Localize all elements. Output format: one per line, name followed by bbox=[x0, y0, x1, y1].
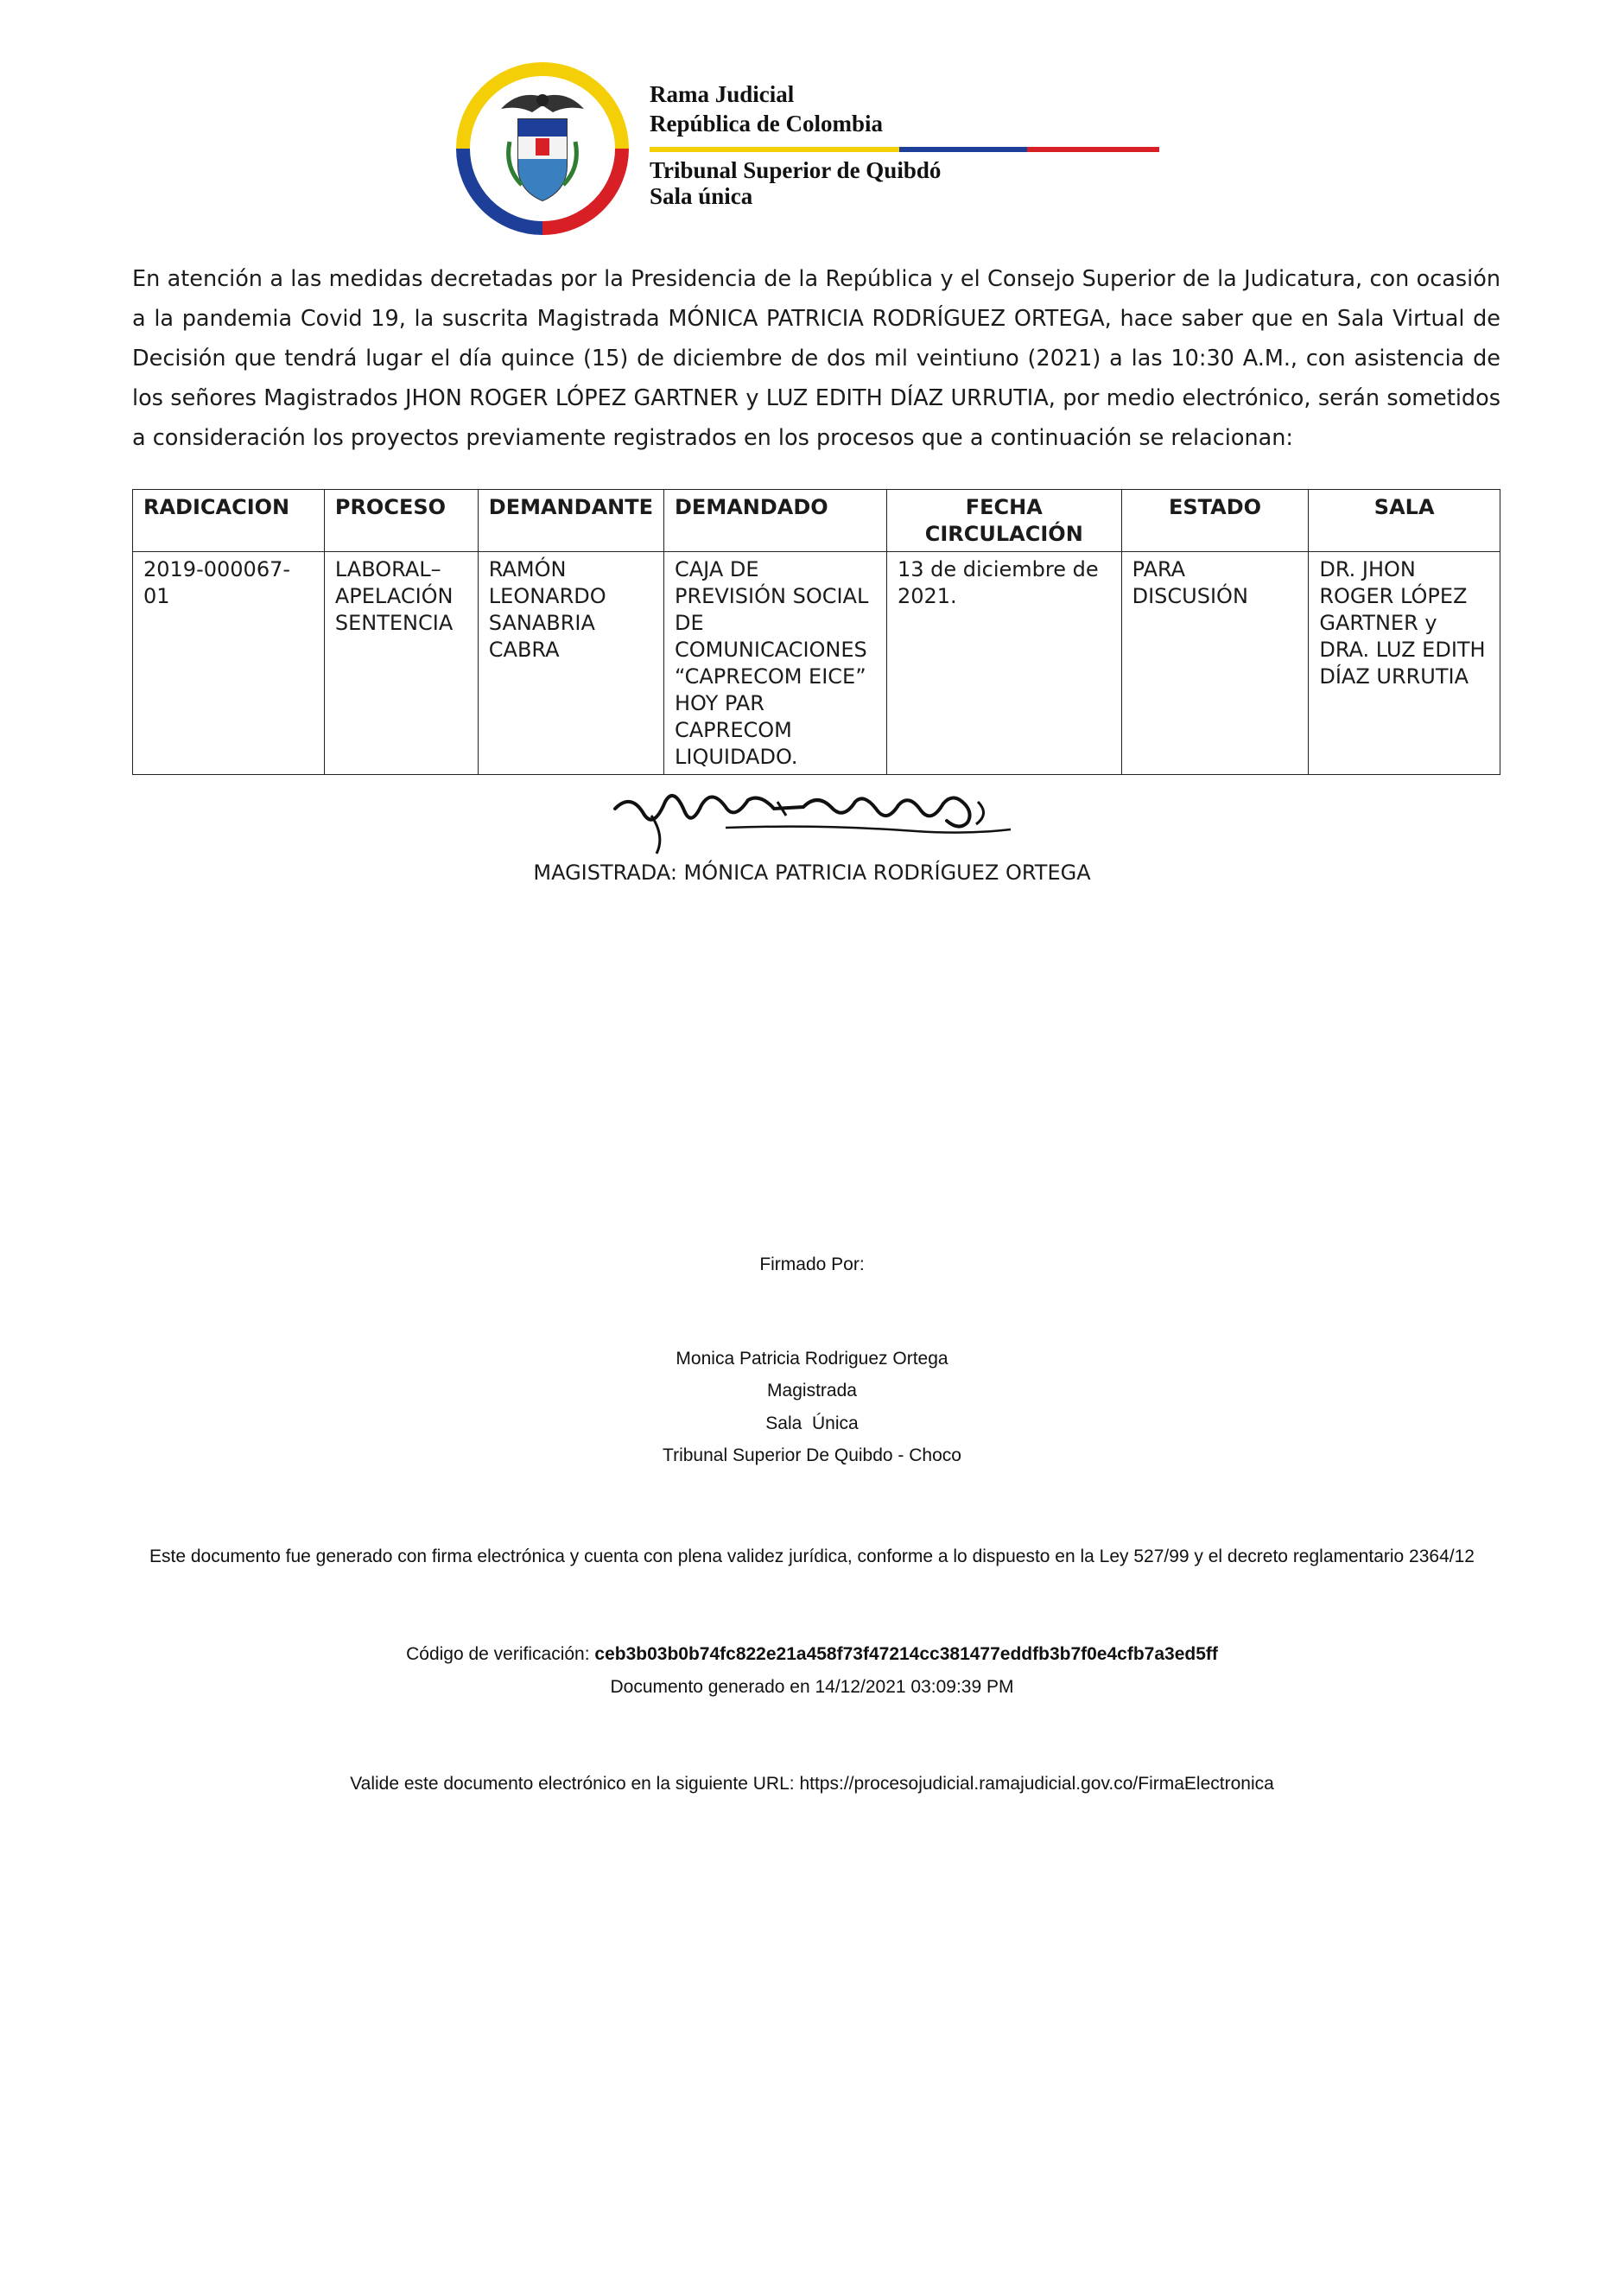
court-sala: Sala única bbox=[650, 183, 753, 209]
table-header-row bbox=[133, 490, 1500, 552]
col-header-proceso: PROCESO bbox=[324, 490, 478, 552]
col-header-radicacion: RADICACION bbox=[133, 490, 325, 552]
cell-fecha-circulacion: 13 de diciembre de 2021. bbox=[886, 552, 1121, 775]
coat-of-arms-icon bbox=[501, 94, 584, 200]
legal-notice: Este documento fue generado con firma electrónica y cuenta con plena validez jurídica, conforme a lo dispuesto en la Ley 527/99 y el decreto reglamentario 2364/12 bbox=[149, 1547, 1475, 1566]
org-country: República de Colombia bbox=[650, 111, 884, 137]
court-name: Tribunal Superior de Quibdó bbox=[650, 157, 942, 183]
signed-by-label: Firmado Por: bbox=[759, 1254, 865, 1274]
validate-label: Valide este documento electrónico en la siguiente URL: bbox=[350, 1774, 795, 1794]
cell-proceso: LABORAL–APELACIÓN SENTENCIA bbox=[324, 552, 478, 775]
cell-estado: PARA DISCUSIÓN bbox=[1121, 552, 1309, 775]
processes-table bbox=[132, 489, 1500, 775]
col-header-sala: SALA bbox=[1309, 490, 1500, 552]
signature-caption: MAGISTRADA: MÓNICA PATRICIA RODRÍGUEZ ORTEGA bbox=[533, 861, 1091, 885]
table-row bbox=[133, 552, 1500, 775]
col-header-fecha-circulacion: FECHA CIRCULACIÓN bbox=[886, 490, 1121, 552]
generated-timestamp: Documento generado en 14/12/2021 03:09:39 PM bbox=[610, 1677, 1014, 1697]
col-header-demandado: DEMANDADO bbox=[664, 490, 887, 552]
flag-color-bar bbox=[650, 147, 1159, 152]
col-header-estado: ESTADO bbox=[1121, 490, 1309, 552]
validate-line bbox=[0, 1774, 1624, 1794]
cell-demandado: CAJA DE PREVISIÓN SOCIAL DE COMUNICACIONES “CAPRECOM EICE” HOY PAR CAPRECOM LIQUIDADO. bbox=[664, 552, 887, 775]
verification-label: Código de verificación: bbox=[406, 1644, 590, 1664]
rama-judicial-logo bbox=[449, 55, 636, 242]
cell-radicacion: 2019-000067-01 bbox=[133, 552, 325, 775]
signer-role: Magistrada bbox=[767, 1381, 857, 1401]
col-header-demandante: DEMANDANTE bbox=[478, 490, 663, 552]
signer-sala: Sala Única bbox=[765, 1413, 859, 1433]
header-org-block bbox=[650, 79, 941, 211]
verification-code: ceb3b03b0b74fc822e21a458f73f47214cc381477eddfb3b7f0e4cfb7a3ed5ff bbox=[594, 1644, 1218, 1664]
handwritten-signature bbox=[605, 767, 1019, 867]
cell-sala: DR. JHON ROGER LÓPEZ GARTNER y DRA. LUZ EDITH DÍAZ URRUTIA bbox=[1309, 552, 1500, 775]
org-name: Rama Judicial bbox=[650, 81, 795, 107]
signer-court: Tribunal Superior De Quibdo - Choco bbox=[663, 1445, 961, 1465]
intro-paragraph: En atención a las medidas decretadas por la Presidencia de la República y el Consejo Superior de la Judicatura, con ocasión a la pandemia Covid 19, la suscrita Magistrada MÓNICA PATRICIA RODRÍGUEZ ORTEGA, hace saber que en Sala Virtual de Decisión que tendrá lugar el día quince (15) de diciembre de dos mil veintiuno (2021) a las 10:30 A.M., con asistencia de los señores Magistrados JHON ROGER LÓPEZ GARTNER y LUZ EDITH DÍAZ URRUTIA, por medio electrónico, serán sometidos a consideración los proyectos previamente registrados en los procesos que a continuación se relacionan: bbox=[132, 266, 1500, 451]
cell-demandante: RAMÓN LEONARDO SANABRIA CABRA bbox=[478, 552, 663, 775]
signer-name: Monica Patricia Rodriguez Ortega bbox=[676, 1349, 948, 1369]
validate-url-link[interactable]: https://procesojudicial.ramajudicial.gov.co/FirmaElectronica bbox=[799, 1774, 1274, 1794]
verification-line bbox=[0, 1644, 1624, 1665]
